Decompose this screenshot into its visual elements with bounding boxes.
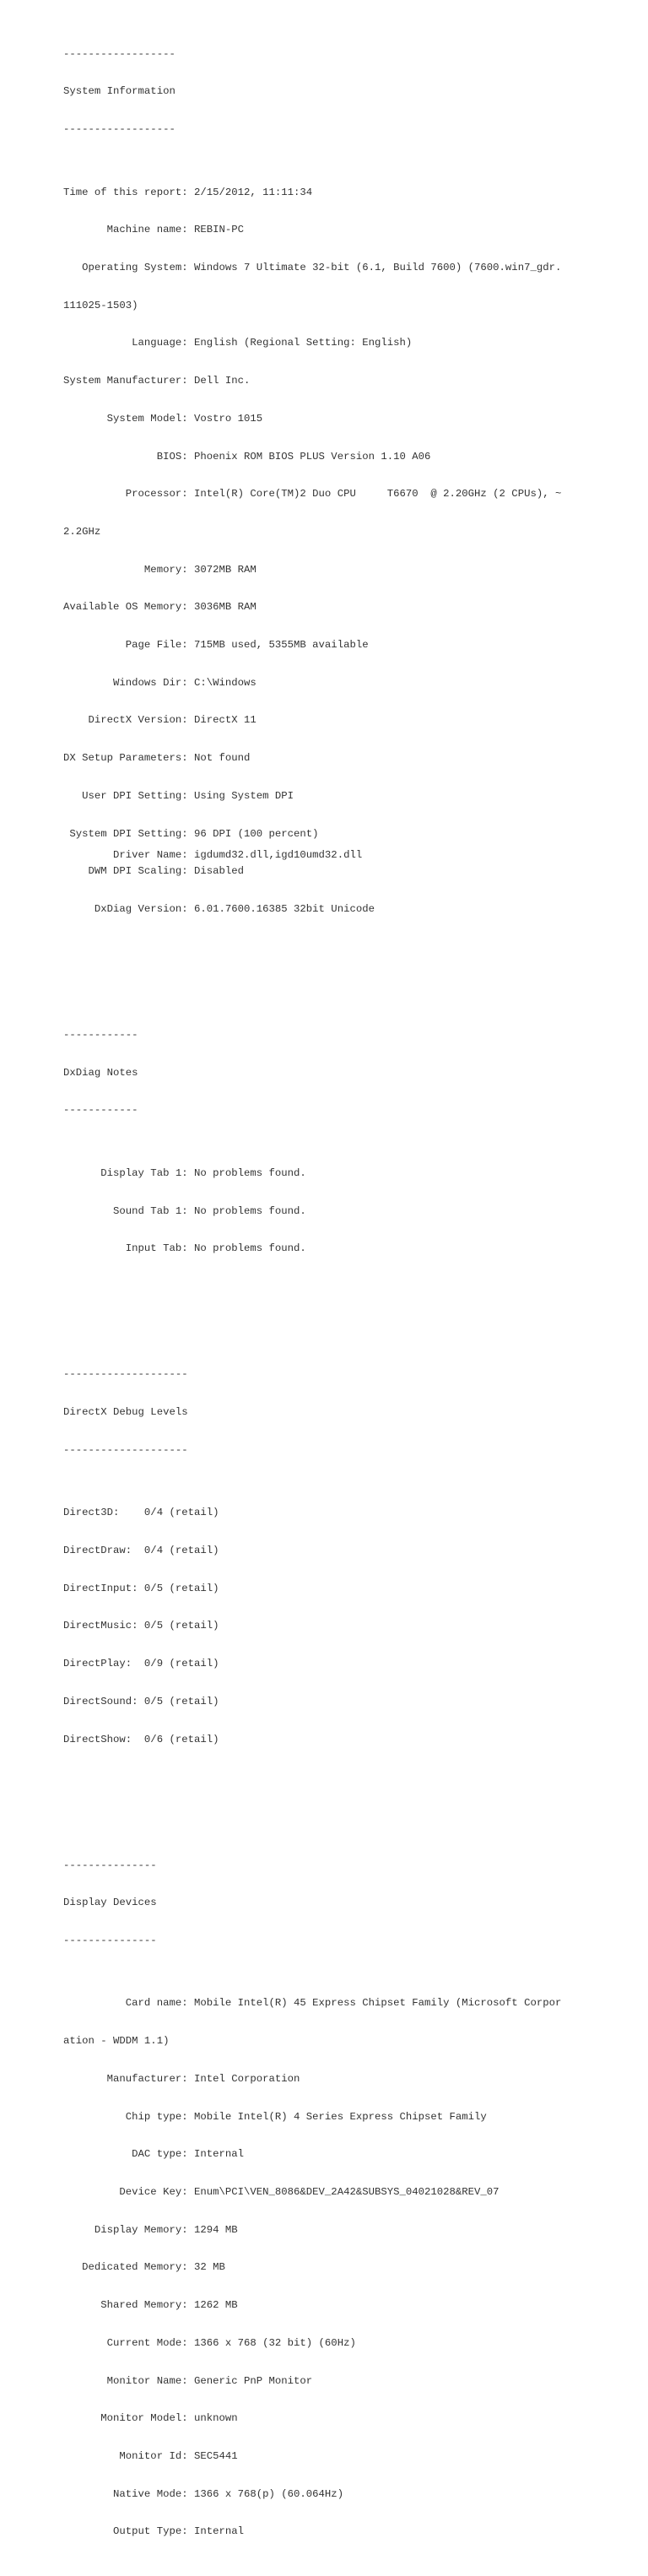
report-line: Current Mode: 1366 x 768 (32 bit) (60Hz) xyxy=(63,2336,356,2349)
report-line: Input Tab: No problems found. xyxy=(63,1242,306,1255)
report-line: Display Memory: 1294 MB xyxy=(63,2223,238,2236)
report-line: Monitor Model: unknown xyxy=(63,2412,238,2425)
report-line: Windows Dir: C:\Windows xyxy=(63,676,256,689)
dxdiag-report xyxy=(63,10,637,2576)
report-line: DirectInput: 0/5 (retail) xyxy=(63,1582,219,1594)
report-line: DirectDraw: 0/4 (retail) xyxy=(63,1545,219,1557)
report-line: BIOS: Phoenix ROM BIOS PLUS Version 1.10 A06 xyxy=(63,450,431,463)
dxdiag-notes-lines xyxy=(63,1142,637,1280)
report-line: Time of this report: 2/15/2012, 11:11:34 xyxy=(63,186,313,198)
section-heading-system-information: System Information xyxy=(63,85,176,98)
report-line: System Manufacturer: Dell Inc. xyxy=(63,375,251,387)
report-line: DAC type: Internal xyxy=(63,2148,245,2161)
report-line: Machine name: REBIN-PC xyxy=(63,224,245,236)
report-line: DxDiag Version: 6.01.7600.16385 32bit Unicode xyxy=(63,903,375,915)
report-line: Monitor Id: SEC5441 xyxy=(63,2449,238,2462)
section-heading-dxdiag-notes: DxDiag Notes xyxy=(63,1066,138,1079)
directx-debug-levels-lines xyxy=(63,1482,637,1772)
report-line: Native Mode: 1366 x 768(p) (60.064Hz) xyxy=(63,2487,344,2500)
report-line: User DPI Setting: Using System DPI xyxy=(63,789,294,802)
blank-line xyxy=(63,1306,637,1318)
report-line: Language: English (Regional Setting: English) xyxy=(63,337,413,349)
report-line: Direct3D: 0/4 (retail) xyxy=(63,1507,219,1519)
report-line: Manufacturer: Intel Corporation xyxy=(63,2072,300,2085)
section-rule: --------------- xyxy=(63,1934,157,1946)
section-rule: ------------ xyxy=(63,1029,138,1042)
report-line: Dedicated Memory: 32 MB xyxy=(63,2261,225,2274)
report-line: 111025-1503) xyxy=(63,299,138,311)
section-rule: -------------------- xyxy=(63,1368,188,1381)
report-line: System DPI Setting: 96 DPI (100 percent) xyxy=(63,827,319,840)
blank-line xyxy=(63,1796,637,1809)
section-heading-directx-debug-levels: DirectX Debug Levels xyxy=(63,1406,188,1419)
report-line: DirectSound: 0/5 (retail) xyxy=(63,1695,219,1707)
report-line: DirectX Version: DirectX 11 xyxy=(63,714,256,727)
report-line: Output Type: Internal xyxy=(63,2525,245,2538)
system-information-lines xyxy=(63,161,637,941)
report-line: Memory: 3072MB RAM xyxy=(63,563,256,576)
report-line: Chip type: Mobile Intel(R) 4 Series Express Chipset Family xyxy=(63,2110,487,2123)
section-rule: ------------ xyxy=(63,1104,138,1117)
section-rule: ------------------ xyxy=(63,123,176,136)
blank-line xyxy=(63,966,637,979)
report-line: DWM DPI Scaling: Disabled xyxy=(63,865,245,878)
report-line: ation - WDDM 1.1) xyxy=(63,2035,170,2048)
report-line: DirectMusic: 0/5 (retail) xyxy=(63,1620,219,1632)
report-line: Shared Memory: 1262 MB xyxy=(63,2299,238,2312)
section-rule: --------------- xyxy=(63,1859,157,1871)
report-line: Device Key: Enum\PCI\VEN_8086&DEV_2A42&SUBSYS_04021028&REV_07 xyxy=(63,2186,500,2198)
report-line: Available OS Memory: 3036MB RAM xyxy=(63,601,256,614)
report-line: Page File: 715MB used, 5355MB available xyxy=(63,639,369,652)
report-line: Operating System: Windows 7 Ultimate 32-bit (6.1, Build 7600) (7600.win7_gdr. xyxy=(63,262,562,274)
display-devices-lines xyxy=(63,1973,637,2563)
report-line: System Model: Vostro 1015 xyxy=(63,412,263,425)
driver-name-line: Driver Name: igdumd32.dll,igd10umd32.dll xyxy=(63,849,363,861)
report-line: Sound Tab 1: No problems found. xyxy=(63,1204,306,1217)
section-rule: -------------------- xyxy=(63,1443,188,1456)
report-line: DX Setup Parameters: Not found xyxy=(63,752,251,765)
section-rule: ------------------ xyxy=(63,47,176,60)
report-line: DirectShow: 0/6 (retail) xyxy=(63,1733,219,1745)
report-line: 2.2GHz xyxy=(63,525,101,538)
section-heading-display-devices: Display Devices xyxy=(63,1897,157,1909)
report-line: Processor: Intel(R) Core(TM)2 Duo CPU T6670 @ 2.20GHz (2 CPUs), ~ xyxy=(63,488,562,501)
report-line: DirectPlay: 0/9 (retail) xyxy=(63,1658,219,1670)
report-line: Monitor Name: Generic PnP Monitor xyxy=(63,2374,313,2387)
report-line: Display Tab 1: No problems found. xyxy=(63,1166,306,1179)
report-line: Card name: Mobile Intel(R) 45 Express Chipset Family (Microsoft Corpor xyxy=(63,1997,562,2010)
